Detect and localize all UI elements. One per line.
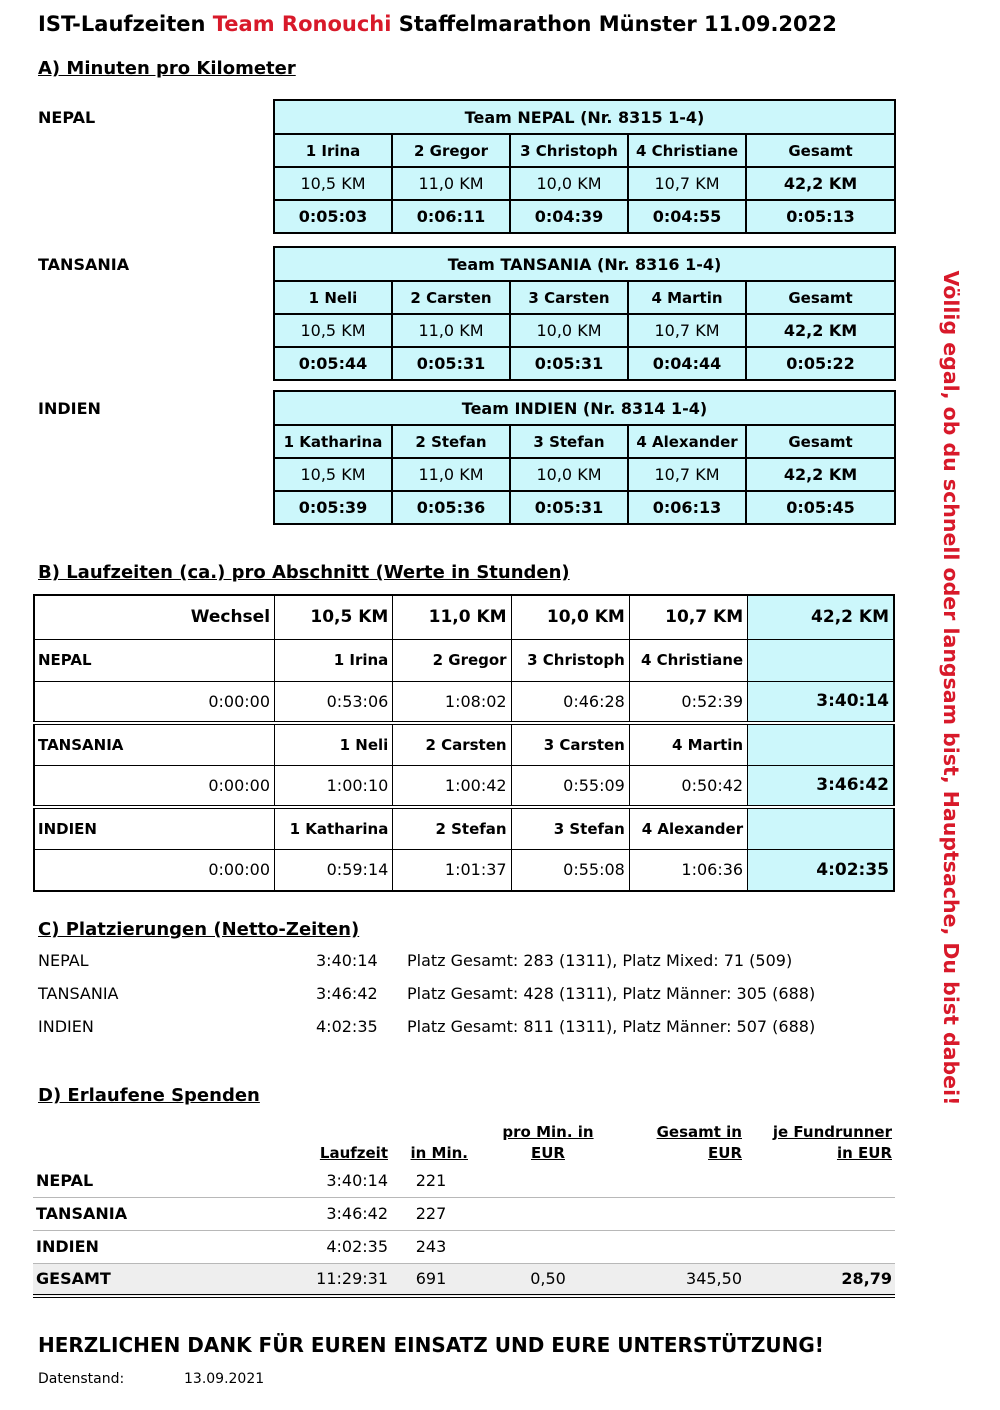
placement-time: 3:46:42 bbox=[316, 984, 378, 1003]
distance-cell: 42,2 KM bbox=[746, 167, 895, 200]
distance-cell: 10,0 KM bbox=[510, 167, 628, 200]
time-cell: 1:01:37 bbox=[393, 849, 511, 891]
distance-cell: 10,7 KM bbox=[628, 314, 746, 347]
placement-time: 3:40:14 bbox=[316, 951, 378, 970]
time-cell: 1:00:42 bbox=[393, 765, 511, 807]
minutes-cell: 227 bbox=[391, 1197, 471, 1230]
section-b-heading: B) Laufzeiten (ca.) pro Abschnitt (Werte in Stunden) bbox=[38, 562, 570, 583]
team-name: INDIEN bbox=[34, 807, 275, 849]
runner-name: 4 Martin bbox=[629, 723, 747, 765]
empty-cell bbox=[471, 1197, 625, 1230]
distance-cell: 10,5 KM bbox=[274, 167, 392, 200]
total-time: 4:02:35 bbox=[748, 849, 894, 891]
empty-cell bbox=[471, 1230, 625, 1263]
total-cell-empty bbox=[748, 723, 894, 765]
km-table-header: Team NEPAL (Nr. 8315 1-4) bbox=[274, 100, 895, 134]
runner-name: 2 Gregor bbox=[392, 134, 510, 167]
laufzeit-cell: 3:40:14 bbox=[273, 1164, 391, 1197]
time-cell: 0:46:28 bbox=[511, 681, 629, 723]
distance-cell: 10,0 KM bbox=[510, 458, 628, 491]
total-laufzeit: 11:29:31 bbox=[273, 1263, 391, 1296]
distance-cell: 10,7 KM bbox=[628, 167, 746, 200]
distance-cell: 10,5 KM bbox=[274, 314, 392, 347]
time-cell: 1:00:10 bbox=[275, 765, 393, 807]
runner-name: 3 Carsten bbox=[511, 723, 629, 765]
pace-cell: 0:06:11 bbox=[392, 200, 510, 233]
distance-cell: 10,5 KM bbox=[274, 458, 392, 491]
platzierungen-list bbox=[38, 951, 938, 1050]
placement-text: Platz Gesamt: 428 (1311), Platz Männer: 305 (688) bbox=[407, 984, 816, 1003]
time-cell: 0:53:06 bbox=[275, 681, 393, 723]
list-item bbox=[38, 1017, 938, 1050]
list-item bbox=[38, 951, 938, 984]
laufzeiten-table bbox=[33, 594, 895, 892]
empty-cell bbox=[745, 1164, 895, 1197]
title-suffix: Staffelmarathon Münster 11.09.2022 bbox=[398, 12, 837, 36]
col-header-min: in Min. bbox=[410, 1144, 468, 1162]
rate-per-minute: 0,50 bbox=[471, 1263, 625, 1296]
pace-cell: 0:05:44 bbox=[274, 347, 392, 380]
time-cell: 0:55:09 bbox=[511, 765, 629, 807]
km-table-indien bbox=[273, 390, 896, 525]
col-header-pro-min-line1: pro Min. in bbox=[502, 1123, 594, 1141]
time-cell: 0:55:08 bbox=[511, 849, 629, 891]
team-label-indien: INDIEN bbox=[38, 399, 101, 418]
pace-cell: 0:05:31 bbox=[392, 347, 510, 380]
placement-team: INDIEN bbox=[38, 1017, 94, 1036]
runner-name: Gesamt bbox=[746, 134, 895, 167]
team-label-nepal: NEPAL bbox=[38, 108, 96, 127]
data-status bbox=[38, 1371, 264, 1387]
distance-cell: 42,2 KM bbox=[746, 314, 895, 347]
distance-cell: 11,0 KM bbox=[392, 167, 510, 200]
total-time: 3:46:42 bbox=[748, 765, 894, 807]
time-cell: 0:00:00 bbox=[34, 765, 275, 807]
empty-cell bbox=[471, 1164, 625, 1197]
placement-text: Platz Gesamt: 811 (1311), Platz Männer: 507 (688) bbox=[407, 1017, 816, 1036]
total-donation: 345,50 bbox=[625, 1263, 745, 1296]
section-d-heading: D) Erlaufene Spenden bbox=[38, 1085, 260, 1106]
team-name: TANSANIA bbox=[34, 723, 275, 765]
laufzeit-cell: 3:46:42 bbox=[273, 1197, 391, 1230]
list-item bbox=[38, 984, 938, 1017]
runner-name: 4 Martin bbox=[628, 281, 746, 314]
laufzeit-cell: 4:02:35 bbox=[273, 1230, 391, 1263]
col-header-fundrunner bbox=[745, 1116, 895, 1164]
section-c-heading: C) Platzierungen (Netto-Zeiten) bbox=[38, 919, 360, 940]
team-name: NEPAL bbox=[34, 639, 275, 681]
table-row bbox=[33, 1164, 895, 1197]
team-label-tansania: TANSANIA bbox=[38, 255, 130, 274]
distance-cell: 11,0 KM bbox=[392, 458, 510, 491]
km-table-header: Team TANSANIA (Nr. 8316 1-4) bbox=[274, 247, 895, 281]
col-header-gesamt-line1: Gesamt in bbox=[656, 1123, 742, 1141]
placement-team: TANSANIA bbox=[38, 984, 119, 1003]
minutes-cell: 221 bbox=[391, 1164, 471, 1197]
time-cell: 1:08:02 bbox=[393, 681, 511, 723]
empty-cell bbox=[625, 1164, 745, 1197]
placement-time: 4:02:35 bbox=[316, 1017, 378, 1036]
col-header-km: 10,5 KM bbox=[275, 595, 393, 639]
pace-cell: 0:05:39 bbox=[274, 491, 392, 524]
distance-cell: 10,7 KM bbox=[628, 458, 746, 491]
team-name: NEPAL bbox=[33, 1164, 273, 1197]
pace-cell: 0:05:13 bbox=[746, 200, 895, 233]
time-cell: 1:06:36 bbox=[629, 849, 747, 891]
time-cell: 0:50:42 bbox=[629, 765, 747, 807]
col-header-km: 11,0 KM bbox=[393, 595, 511, 639]
runner-name: 2 Stefan bbox=[392, 425, 510, 458]
runner-name: 3 Christoph bbox=[511, 639, 629, 681]
runner-name: 1 Irina bbox=[274, 134, 392, 167]
empty-cell bbox=[625, 1197, 745, 1230]
col-header-wechsel: Wechsel bbox=[34, 595, 275, 639]
runner-name: 1 Irina bbox=[275, 639, 393, 681]
pace-cell: 0:05:31 bbox=[510, 347, 628, 380]
runner-name: 3 Christoph bbox=[510, 134, 628, 167]
col-header-gesamt-line2: EUR bbox=[708, 1144, 742, 1162]
runner-name: 4 Alexander bbox=[629, 807, 747, 849]
km-table-tansania bbox=[273, 246, 896, 381]
runner-name: Gesamt bbox=[746, 425, 895, 458]
runner-name: 2 Carsten bbox=[392, 281, 510, 314]
col-header-pro-min-line2: EUR bbox=[531, 1144, 565, 1162]
runner-name: 2 Carsten bbox=[393, 723, 511, 765]
total-cell-empty bbox=[748, 639, 894, 681]
pace-cell: 0:05:03 bbox=[274, 200, 392, 233]
pace-cell: 0:04:44 bbox=[628, 347, 746, 380]
runner-name: 4 Christiane bbox=[629, 639, 747, 681]
total-cell-empty bbox=[748, 807, 894, 849]
runner-name: Gesamt bbox=[746, 281, 895, 314]
col-header-laufzeit: Laufzeit bbox=[319, 1144, 388, 1162]
runner-name: 2 Gregor bbox=[393, 639, 511, 681]
side-slogan-text: Völlig egal, ob du schnell oder langsam bist, Hauptsache, Du bist dabei! bbox=[939, 270, 963, 1106]
runner-name: 2 Stefan bbox=[393, 807, 511, 849]
km-table-nepal bbox=[273, 99, 896, 234]
title-prefix: IST-Laufzeiten bbox=[38, 12, 206, 36]
col-header-empty bbox=[33, 1116, 273, 1164]
title-team: Team Ronouchi bbox=[212, 12, 392, 36]
empty-cell bbox=[745, 1197, 895, 1230]
pace-cell: 0:04:55 bbox=[628, 200, 746, 233]
table-row bbox=[33, 1197, 895, 1230]
runner-name: 1 Neli bbox=[275, 723, 393, 765]
km-table-header: Team INDIEN (Nr. 8314 1-4) bbox=[274, 391, 895, 425]
col-header-total: 42,2 KM bbox=[748, 595, 894, 639]
time-cell: 0:52:39 bbox=[629, 681, 747, 723]
runner-name: 4 Christiane bbox=[628, 134, 746, 167]
data-status-label: Datenstand: bbox=[38, 1371, 125, 1387]
runner-name: 4 Alexander bbox=[628, 425, 746, 458]
col-header-fundrunner-line2: in EUR bbox=[836, 1144, 892, 1162]
runner-name: 3 Stefan bbox=[510, 425, 628, 458]
team-name: TANSANIA bbox=[33, 1197, 273, 1230]
runner-name: 1 Katharina bbox=[275, 807, 393, 849]
pace-cell: 0:04:39 bbox=[510, 200, 628, 233]
thanks-message: HERZLICHEN DANK FÜR EUREN EINSATZ UND EURE UNTERSTÜTZUNG! bbox=[38, 1333, 824, 1357]
total-time: 3:40:14 bbox=[748, 681, 894, 723]
total-row bbox=[33, 1263, 895, 1296]
side-slogan bbox=[935, 262, 967, 1114]
time-cell: 0:00:00 bbox=[34, 681, 275, 723]
distance-cell: 11,0 KM bbox=[392, 314, 510, 347]
minutes-cell: 243 bbox=[391, 1230, 471, 1263]
time-cell: 0:00:00 bbox=[34, 849, 275, 891]
col-header-pro-min bbox=[471, 1116, 625, 1164]
pace-cell: 0:05:36 bbox=[392, 491, 510, 524]
pace-cell: 0:05:22 bbox=[746, 347, 895, 380]
runner-name: 3 Stefan bbox=[511, 807, 629, 849]
distance-cell: 42,2 KM bbox=[746, 458, 895, 491]
runner-name: 3 Carsten bbox=[510, 281, 628, 314]
time-cell: 0:59:14 bbox=[275, 849, 393, 891]
section-a-heading: A) Minuten pro Kilometer bbox=[38, 58, 296, 79]
runner-name: 1 Neli bbox=[274, 281, 392, 314]
team-name: INDIEN bbox=[33, 1230, 273, 1263]
col-header-gesamt bbox=[625, 1116, 745, 1164]
per-fundrunner: 28,79 bbox=[745, 1263, 895, 1296]
col-header-km: 10,7 KM bbox=[629, 595, 747, 639]
page-title bbox=[38, 12, 837, 36]
total-minutes: 691 bbox=[391, 1263, 471, 1296]
pace-cell: 0:05:45 bbox=[746, 491, 895, 524]
runner-name: 1 Katharina bbox=[274, 425, 392, 458]
total-label: GESAMT bbox=[33, 1263, 273, 1296]
empty-cell bbox=[625, 1230, 745, 1263]
table-row bbox=[33, 1230, 895, 1263]
data-status-date: 13.09.2021 bbox=[184, 1371, 265, 1387]
placement-text: Platz Gesamt: 283 (1311), Platz Mixed: 71 (509) bbox=[407, 951, 793, 970]
pace-cell: 0:05:31 bbox=[510, 491, 628, 524]
pace-cell: 0:06:13 bbox=[628, 491, 746, 524]
placement-team: NEPAL bbox=[38, 951, 89, 970]
col-header-fundrunner-line1: je Fundrunner bbox=[772, 1123, 892, 1141]
distance-cell: 10,0 KM bbox=[510, 314, 628, 347]
empty-cell bbox=[745, 1230, 895, 1263]
col-header-km: 10,0 KM bbox=[511, 595, 629, 639]
spenden-table bbox=[33, 1116, 895, 1298]
